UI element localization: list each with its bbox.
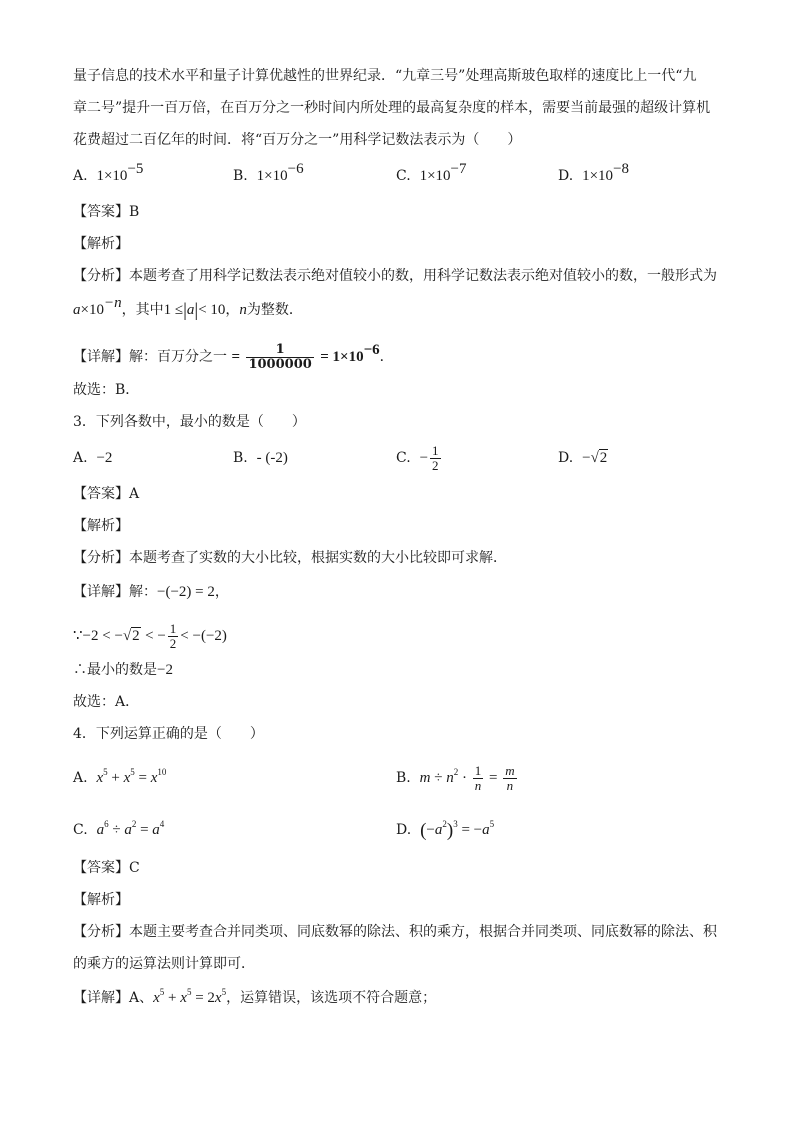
- sqrt-symbol: √2: [590, 450, 608, 466]
- q3-detail: 【详解】解：−(−2) = 2，: [73, 584, 229, 600]
- q3-choose: 故选：A．: [73, 694, 140, 710]
- q2-detail-fraction: $\frac{1}{1000000}$: [248, 341, 312, 372]
- q2-option-b[interactable]: B. $1\times 10^{-6}$: [233, 161, 304, 184]
- q4-option-b[interactable]: B. $m \div n^2$ · $\frac{1}{n}$ = $\frac{m}{n}$: [396, 762, 515, 793]
- q2-option-d[interactable]: D. $1\times 10^{-8}$: [558, 161, 630, 184]
- q2-jiexi-label: 【解析】: [73, 236, 129, 252]
- q3-option-c[interactable]: C. − $\frac{1}{2}$: [396, 442, 439, 473]
- q2-analysis-line-1: 【分析】本题考查了用科学记数法表示绝对值较小的数，用科学记数法表示绝对值较小的数，一般形式为: [73, 268, 717, 284]
- q4-detail: 【详解】A、$x^5 + x^5 = 2x^5$，运算错误，该选项不符合题意；: [73, 987, 437, 1006]
- q3-analysis: 【分析】本题考查了实数的大小比较，根据实数的大小比较即可求解．: [73, 550, 507, 566]
- q4-option-b-fraction-2: $\frac{m}{n}$: [505, 762, 515, 793]
- q3-chain-fraction: $\frac{1}{2}$: [169, 620, 177, 651]
- q4-option-d[interactable]: D. $(-a^2)^3 = -a^5$: [396, 819, 495, 841]
- q2-answer: 【答案】B: [73, 204, 140, 220]
- q4-answer: 【答案】C: [73, 860, 140, 876]
- q2-stem-line-1: 量子信息的技术水平和量子计算优越性的世界纪录．“九章三号”处理高斯玻色取样的速度比上一代“九: [73, 68, 697, 84]
- q3-inequality-chain: ∵−2 < −√2 < − $\frac{1}{2}$ < −(−2): [73, 616, 227, 656]
- q3-stem: 3．下列各数中，最小的数是（ ）: [73, 414, 306, 430]
- q3-option-b[interactable]: B. - (-2): [233, 450, 288, 466]
- sqrt-symbol: √2: [122, 628, 140, 644]
- q4-option-b-fraction-1: $\frac{1}{n}$: [474, 762, 482, 793]
- q4-analysis-line-1: 【分析】本题主要考查合并同类项、同底数幂的除法、积的乘方，根据合并同类项、同底数幂的除法、积: [73, 924, 717, 940]
- q2-detail: 【详解】解：百万分之一 = $\frac{1}{1000000}$ = $1\times 10^{-6}$．: [73, 341, 394, 372]
- q4-jiexi-label: 【解析】: [73, 892, 129, 908]
- q4-option-a[interactable]: A. $x^5 + x^5 = x^{10}$: [73, 767, 167, 786]
- q3-option-a[interactable]: A. −2: [73, 450, 113, 466]
- q3-jiexi-label: 【解析】: [73, 518, 129, 534]
- q3-answer: 【答案】A: [73, 486, 140, 502]
- q4-stem: 4．下列运算正确的是（ ）: [73, 726, 264, 742]
- q2-option-c[interactable]: C. $1\times 10^{-7}$: [396, 161, 467, 184]
- q2-option-a[interactable]: A. $1\times 10^{-5}$: [73, 161, 144, 184]
- q4-analysis-line-2: 的乘方的运算法则计算即可．: [73, 956, 255, 972]
- q2-analysis-line-2: $a\times 10^{-n}$，其中1 ≤|a|< 10，n为整数．: [73, 295, 303, 321]
- q3-therefore: ∴最小的数是−2: [73, 662, 173, 678]
- q2-choose: 故选：B．: [73, 382, 140, 398]
- q3-option-c-fraction: $\frac{1}{2}$: [432, 442, 439, 473]
- q4-option-c[interactable]: C. $a^6 \div a^2 = a^4$: [73, 819, 165, 838]
- q2-stem-line-3: 花费超过二百亿年的时间．将“百万分之一”用科学记数法表示为（ ）: [73, 132, 522, 148]
- q2-stem-line-2: 章二号”提升一百万倍，在百万分之一秒时间内所处理的最高复杂度的样本，需要当前最强的超级计算机: [73, 100, 711, 116]
- q3-option-d[interactable]: D. −√2: [558, 450, 608, 466]
